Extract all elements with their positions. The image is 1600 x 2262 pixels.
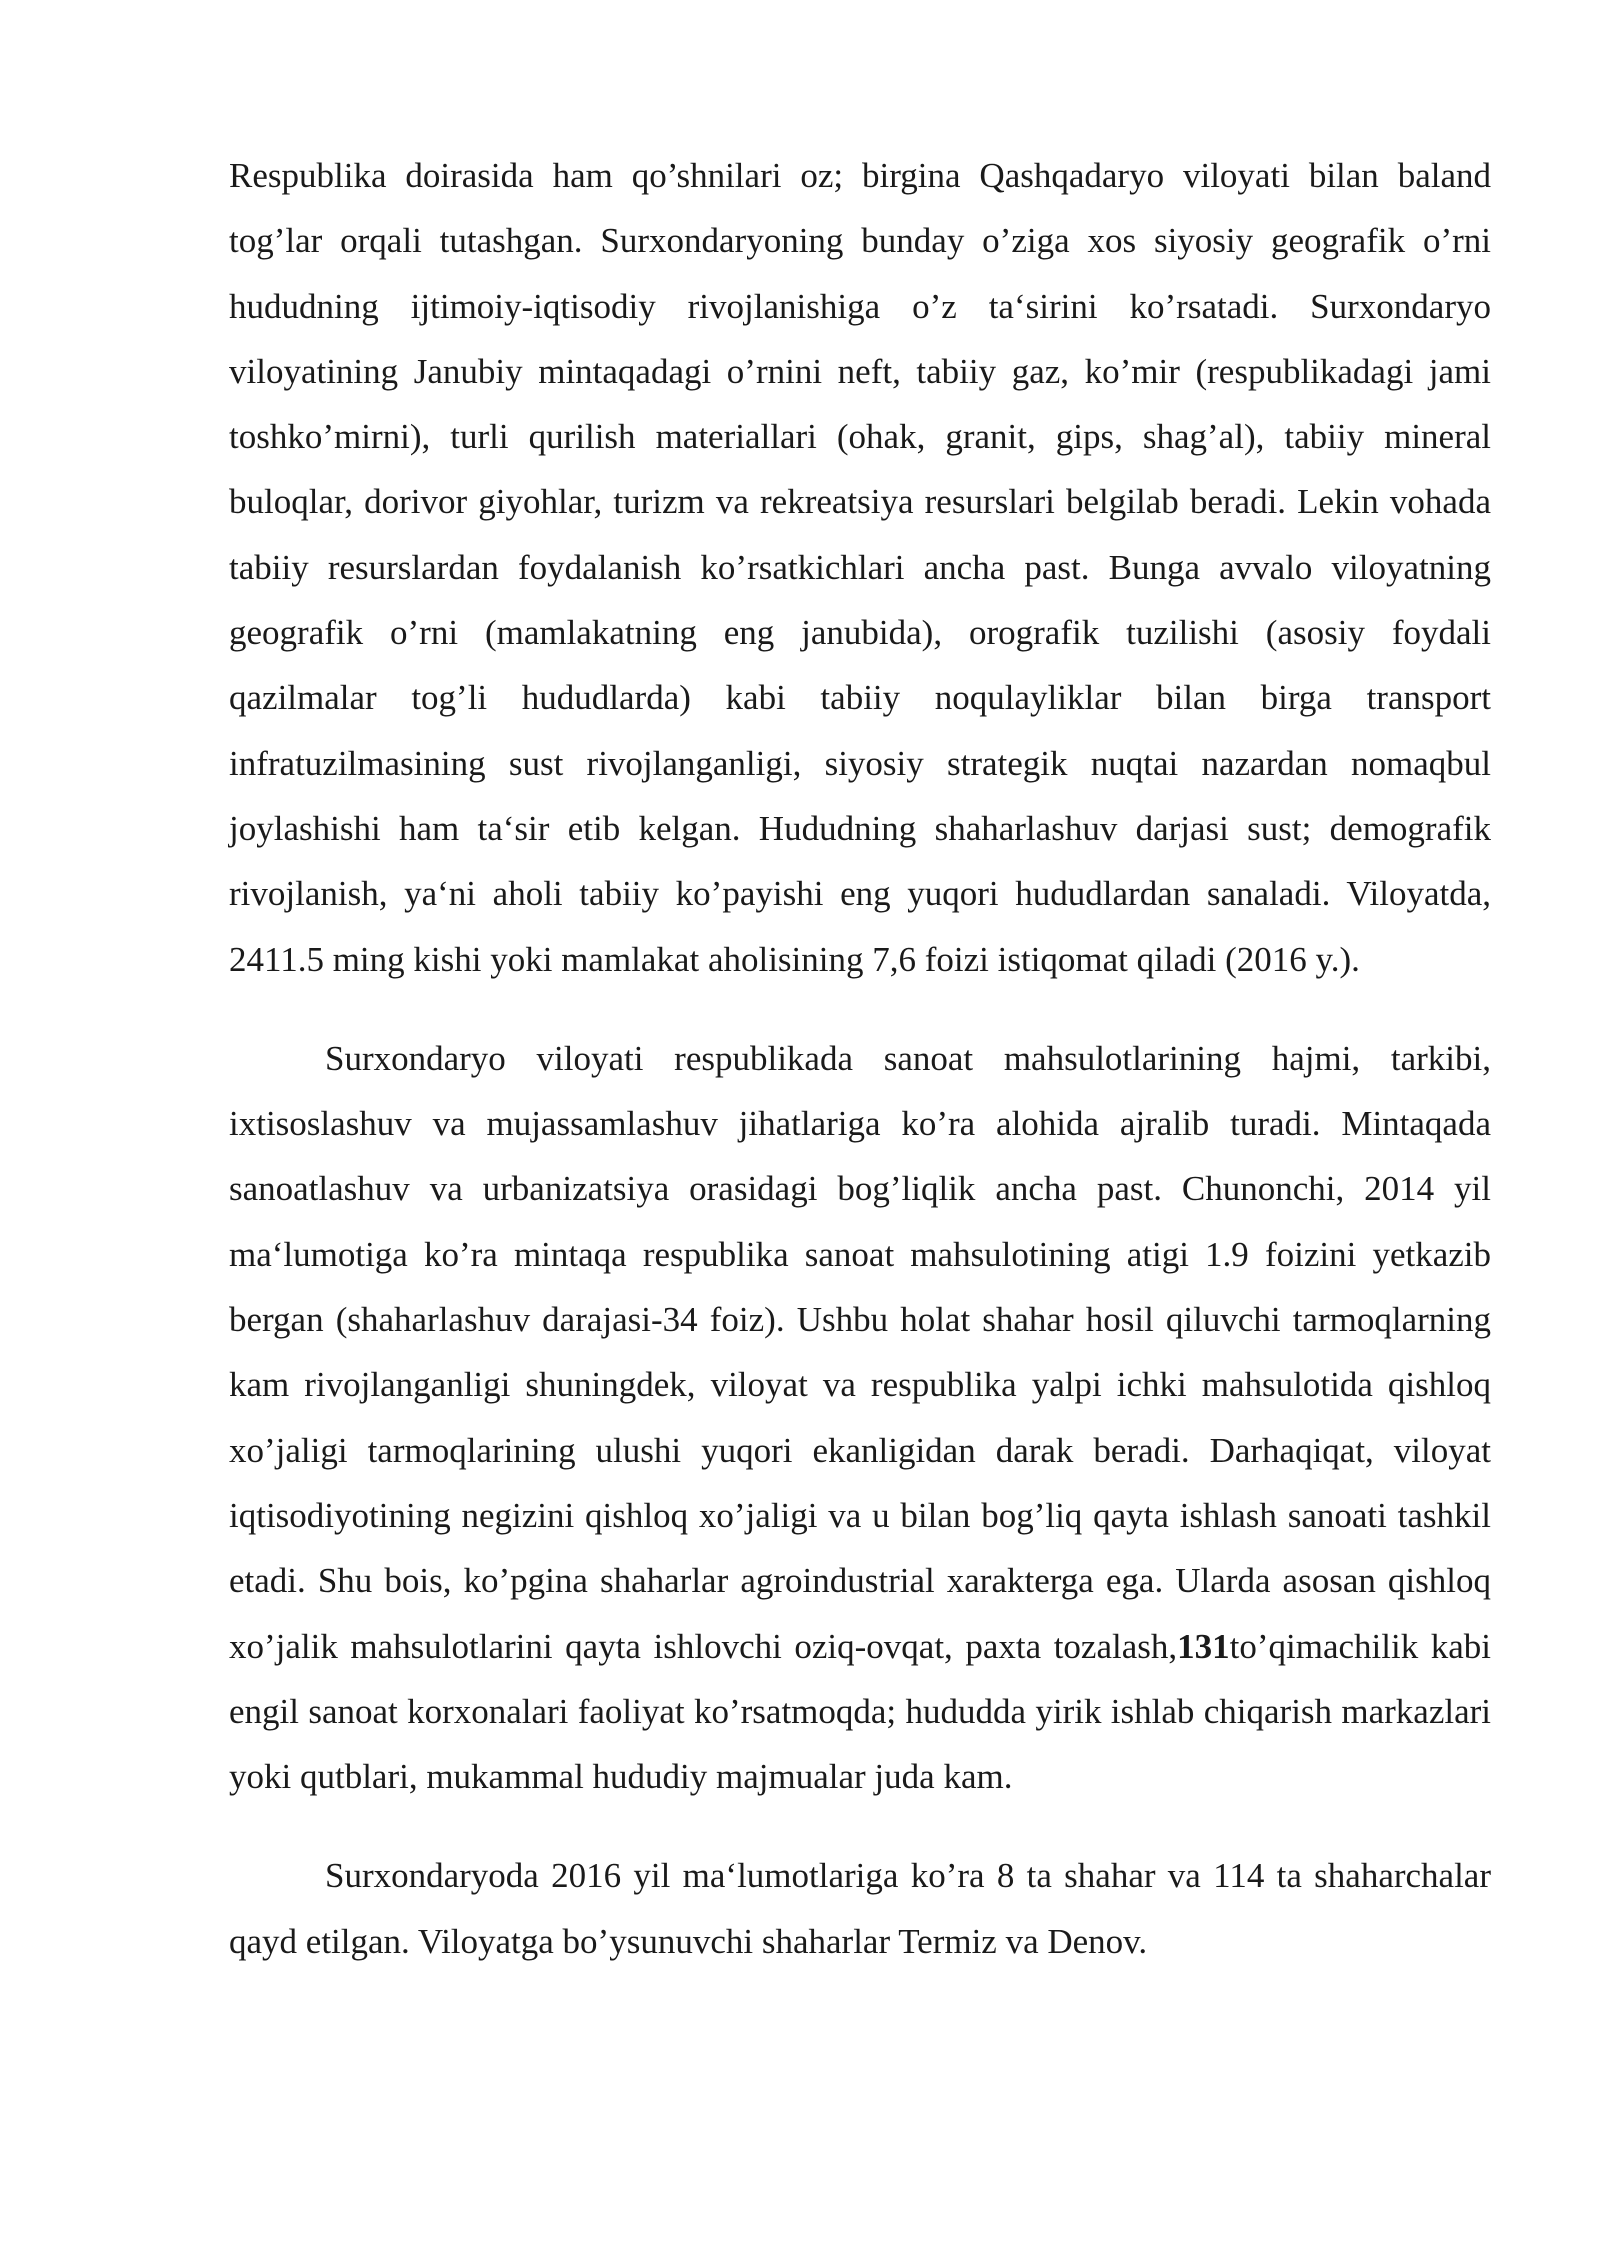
paragraph-2-text-after: to’qimachilik kabi engil sanoat korxonalari faoliyat ko’rsatmoqda; hududda yirik ishlab chiqarish markazlari yoki qutblari, mukammal hududiy majmualar juda kam.	[229, 1626, 1492, 1797]
paragraph-3: Surxondaryoda 2016 yil ma‘lumotlariga ko’ra 8 ta shahar va 114 ta shaharchalar qayd etilgan. Viloyatga bo’ysunuvchi shaharlar Termiz va Denov.	[229, 1856, 1491, 1961]
paragraph-1: Respublika doirasida ham qo’shnilari oz; birgina Qashqadaryo viloyati bilan baland tog’lar orqali tutashgan. Surxondaryoning bunday o’ziga xos siyosiy geografik o’rni hududning ijtimoiy-iqtisodiy rivojlanishiga o’z ta‘sirini ko’rsatadi. Surxondaryo viloyatining Janubiy mintaqadagi o’rnini neft, tabiiy gaz, ko’mir (respublikadagi jami toshko’mirni), turli qurilish materiallari (ohak, granit, gips, shag’al), tabiiy mineral buloqlar, dorivor giyohlar, turizm va rekreatsiya resurslari belgilab beradi. Lekin vohada tabiiy resurslardan foydalanish ko’rsatkichlari ancha past. Bunga avvalo viloyatning geografik o’rni (mamlakatning eng janubida), orografik tuzilishi (asosiy foydali qazilmalar tog’li hududlarda) kabi tabiiy noqulayliklar bilan birga transport infratuzilmasining sust rivojlanganligi, siyosiy strategik nuqtai nazardan nomaqbul joylashishi ham ta‘sir etib kelgan. Hududning shaharlashuv darjasi sust; demografik rivojlanish, ya‘ni aholi tabiiy ko’payishi eng yuqori hududlardan sanaladi. Viloyatda, 2411.5 ming kishi yoki mamlakat aholisining 7,6 foizi istiqomat qiladi (2016 y.).	[229, 156, 1491, 979]
paragraph-2	[229, 1026, 1491, 1810]
paragraph-2-text-before: Surxondaryo viloyati respublikada sanoat mahsulotlarining hajmi, tarkibi, ixtisoslashuv va mujassamlashuv jihatlariga ko’ra alohida ajralib turadi. Mintaqada sanoatlashuv va urbanizatsiya orasidagi bog’liqlik ancha past. Chunonchi, 2014 yil ma‘lumotiga ko’ra mintaqa respublika sanoat mahsulotining atigi 1.9 foizini yetkazib bergan (shaharlashuv darajasi-34 foiz). Ushbu holat shahar hosil qiluvchi tarmoqlarning kam rivojlanganligi shuningdek, viloyat va respublika yalpi ichki mahsulotida qishloq xo’jaligi tarmoqlarining ulushi yuqori ekanligidan darak beradi. Darhaqiqat, viloyat iqtisodiyotining negizini qishloq xo’jaligi va u bilan bog’liq qayta ishlash sanoati tashkil etadi. Shu bois, ko’pgina shaharlar agroindustrial xarakterga ega. Ularda asosan qishloq xo’jalik mahsulotlarini qayta ishlovchi oziq-ovqat, paxta tozalash,	[229, 1038, 1491, 1666]
page-number: 131	[1177, 1626, 1230, 1666]
document-page	[229, 143, 1491, 1974]
